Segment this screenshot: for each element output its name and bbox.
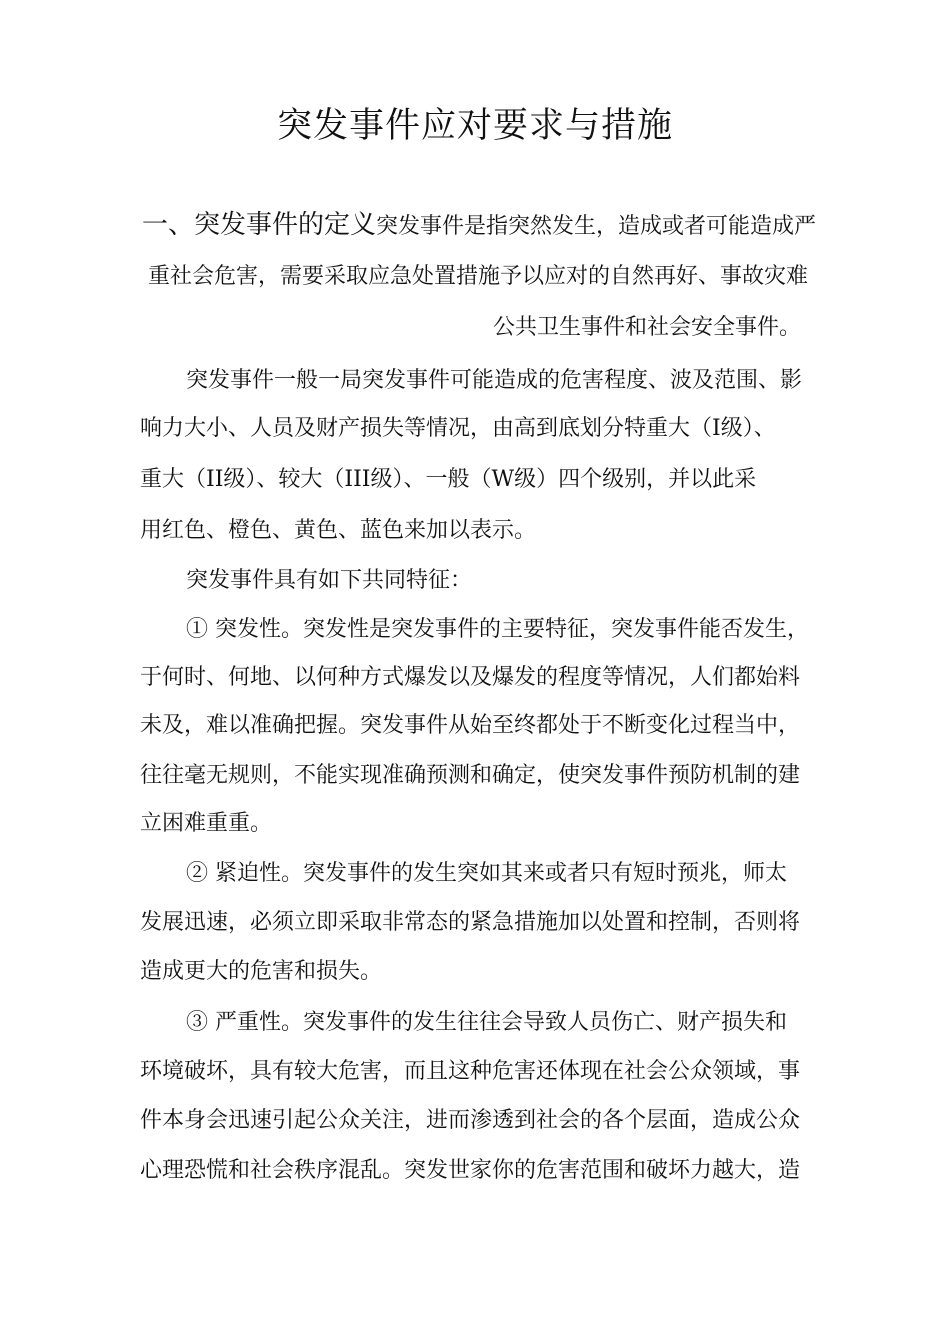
paragraph-line: 响力大小、人员及财产损失等情况，由高到底划分特重大（I级）、 bbox=[140, 416, 776, 441]
item2-line: ② 紧迫性。突发事件的发生突如其来或者只有短时预兆，师太 bbox=[186, 861, 787, 886]
item1-line: 未及，难以准确把握。突发事件从始至终都处于不断变化过程当中， bbox=[140, 713, 801, 738]
section1-heading: 一、突发事件的定义 bbox=[142, 210, 377, 240]
paragraph-line: 突发事件一般一局突发事件可能造成的危害程度、波及范围、影 bbox=[186, 368, 803, 393]
section1-line3: 公共卫生事件和社会安全事件。 bbox=[493, 315, 802, 340]
item1-line: 于何时、何地、以何种方式爆发以及爆发的程度等情况，人们都始料 bbox=[140, 665, 801, 690]
document-title: 突发事件应对要求与措施 bbox=[276, 106, 673, 146]
item3-line: 环境破坏，具有较大危害，而且这种危害还体现在社会公众领域，事 bbox=[140, 1059, 801, 1084]
section1-line2: 重社会危害，需要采取应急处置措施予以应对的自然再好、事故灾难 bbox=[148, 264, 809, 289]
item2-line: 造成更大的危害和损失。 bbox=[140, 959, 383, 984]
item1-line: 往往毫无规则，不能实现准确预测和确定，使突发事件预防机制的建 bbox=[140, 763, 801, 788]
item2-line: 发展迅速，必须立即采取非常态的紧急措施加以处置和控制，否则将 bbox=[140, 910, 801, 935]
features-intro: 突发事件具有如下共同特征： bbox=[186, 568, 473, 593]
item1-line: 立困难重重。 bbox=[140, 811, 273, 836]
item3-line: 件本身会迅速引起公众关注，进而渗透到社会的各个层面，造成公众 bbox=[140, 1108, 801, 1133]
paragraph-line: 用红色、橙色、黄色、蓝色来加以表示。 bbox=[140, 518, 537, 543]
item3-line: 心理恐慌和社会秩序混乱。突发世家你的危害范围和破坏力越大，造 bbox=[140, 1158, 801, 1183]
section1-line1 bbox=[142, 210, 816, 242]
item3-line: ③ 严重性。突发事件的发生往往会导致人员伤亡、财产损失和 bbox=[186, 1010, 787, 1035]
section1-definition-start: 突发事件是指突然发生，造成或者可能造成严 bbox=[376, 214, 817, 239]
item1-line: ① 突发性。突发性是突发事件的主要特征，突发事件能否发生， bbox=[186, 617, 809, 642]
paragraph-line: 重大（II级）、较大（III级）、一般（W级）四个级别，并以此采 bbox=[140, 467, 757, 492]
